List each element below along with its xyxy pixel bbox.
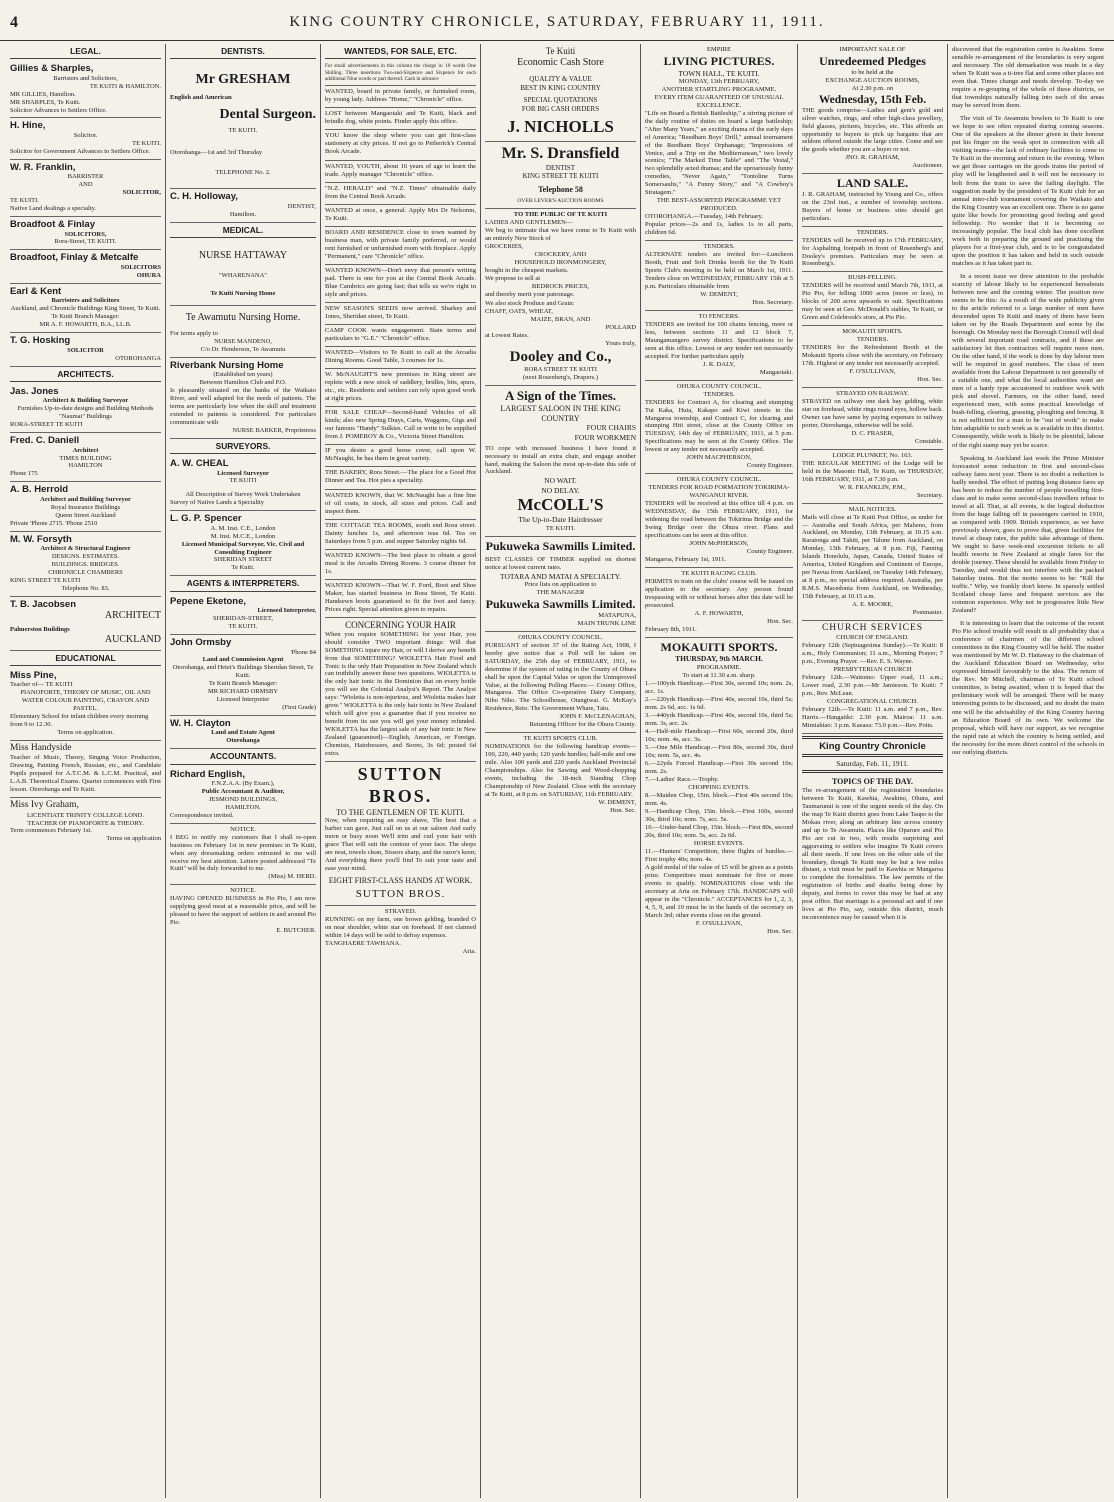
topics-of-the-day: TOPICS OF THE DAY. The re-arrangement of the registration boundaries between Te Kuiti, Kawhia, Awakino, Ohura, and Taumarunui is one of the urgent needs of the day. On the map Te Kuiti district goes from Lake Taupo to the Mokau river, along an arbitrary line across country and up to Te Awamutu. Places like Oparure and Pio Pio are cut in two, with results surprising and aggravating to settlers who imagine Te Kuiti covers all their needs. If one lives on the other side of the boundary, though Te Kuiti may be but a few miles distant, a visit must be paid to Kawhia or Mangaroa to complete the formalities. The law permits of the registration of births and deaths being done by deputy, and forms to cover this may be had at any post office. But marriage is a personal act and if one lives at Pio Pio, say, outside this district, much inconvenience may be caused when it is <box>802 777 943 921</box>
notice-butcher: NOTICE. HAVING OPENED BUSINESS in Pio Pio, I am now supplying good meat at a reasonable price, and will be pleased to have the support of settlers in and around Pio Pio. E. BUTCHER. <box>170 887 316 935</box>
notice-refreshment-booth: MOKAUITI SPORTS. TENDERS. TENDERS for the Refreshment Booth at the Mokauiti Sports close with the secretary, on February 17th. Highest or any tender not necessarily accepted. F. O'SULLIVAN, Hon. Sec. <box>802 326 943 388</box>
section-header-accountants: ACCOUNTANTS. <box>170 749 316 764</box>
classified-ad: BOARD AND RESIDENCE close to town wanted by business man, with private family preferred, or would rent furnished or unfurnished room with fireplace. Apply "Permanent," care "Chronicle" office. <box>325 227 476 265</box>
ad-living-pictures: EMPIRE LIVING PICTURES. TOWN HALL, TE KUITI. MONDAY, 13th FEBRUARY, ANOTHER STARTLING PROGRAMME. EVERY ITEM GUARANTEED OF UNUSUAL EXCELLENCE. "Life on Board a British Battleship," a stirring picture of the daily routine of duties on board a large battleship; "After Many Years," an exciting drama of the early days of America; "Reedham Boys' Drill," annual tournament of the Reedham Boys' Orphanage; "Impressions of Venice, and a Trip on the Mediterranean," two lovely scenics; "The Marked Time Table" and "The Vestal," two splendidly acted dramas; and the uproariously funny comedies, "Never Again," "Tontoline Turns Somersaults," "A Funny Story," and "A Cowboy's Stratagem." THE BEST-ASSORTED PROGRAMME YET PRODUCED. OTOROHANGA.—Tuesday, 14th February. Popular prices—2s and 1s, ladies 1s to all parts, children 6d. <box>645 44 793 241</box>
ad-economic-cash-store: Te Kuiti Economic Cash Store QUALITY & VALUE BEST IN KING COUNTRY SPECIAL QUOTATIONS FOR BIG CASH ORDERS J. NICHOLLS <box>485 44 636 142</box>
classified-ad: WANTED, board in private family, or furnished room, by young lady. Address "Home," "Chronicle" office. <box>325 86 476 108</box>
programme-item: 1.—100yds Handicap.—First 30s, second 10s; nom. 2s, acc. 1s. <box>645 679 793 695</box>
section-header-surveyors: SURVEYORS. <box>170 439 316 454</box>
ad-pukuweka-sawmills: Pukuweka Sawmills Limited. BEST CLASSES OF TIMBER supplied on shortest notice at lowest current rates. TOTARA AND MATAI A SPECIALTY. Price lists on application to THE MANAGER Pukuweka Sawmills Limited. MATAPUNA, MAIN TRUNK LINE <box>485 537 636 632</box>
programme-item: 2.—220yds Handicap.—First 40s, second 10s, third 5s; nom. 2s 6d, acc. 1s 6d. <box>645 695 793 711</box>
ad-land-sale: LAND SALE. J. R. GRAHAM, instructed by Young and Co., offers on the 23rd inst., a number of township sections. Buyers of home or business sites should get particulars. <box>802 174 943 226</box>
section-header-medical: MEDICAL. <box>170 223 316 238</box>
masthead <box>0 0 1114 41</box>
ad-jacobsen: T. B. Jacobsen ARCHITECT Palmerston Buildings AUCKLAND <box>10 597 161 651</box>
ad-te-awamutu-nursing: Te Awamutu Nursing Home. For terms apply to NURSE MANDENO, C/o Dr. Henderson, Te Awamutu <box>170 306 316 358</box>
ad-gresham: Mr GRESHAM English and American Dental Surgeon. TE KUITI. Otorohanga—1st and 3rd Thursday TELEPHONE No. 2. <box>170 61 316 189</box>
editorial-paragraph-1: discovered that the registration centre is Awakino. Some sensible re-arrangement of the boundaries is very urgent and necessary. The old demarkation was made in a day when Te Kuiti was a ti-tree flat and some other places not even that. Times change and needs develop. To-day we require a re-grouping of the whole of these districts, so that townships naturally falling into each of the areas may be served from them. <box>952 46 1104 110</box>
ad-strayed-brown-gelding: STRAYED. RUNNING on my farm, one brown gelding, branded O on near shoulder, white star on forehead. If not claimed within 14 days will be sold to defray expenses. TANGHAERE TAWHANA. Aria. <box>325 907 476 955</box>
ad-cheal: A. W. CHEAL Licensed Surveyor TE KUITI All Description of Survey Work Undertaken Survey of Native Lands a Speciality <box>170 456 316 511</box>
programme-item: 4.—Half-mile Handicap.—First 60s, second 20s, third 10s; nom. 4s, acc. 3s. <box>645 727 793 743</box>
ad-wioletta: CONCERNING YOUR HAIR When you require SOMETHING for your Hair, you should consider TWO important things: Will that SOMETHING injure my Hair, or will I derive any benefit from that SOMETHING? WIOLETTA Hair Food and Tonic is the only Hair Preparation in New Zealand which can truthfully answer these two questions. WIOLETTA is the only hair tonic in the Dominion that on every bottle you will see the Colonial Analyst's Report. The Analyst says: "Wioletta is non-injurious, and Wioletta makes hair grow." WIOLETTA is the only hair tonic in New Zealand which will give you a guarantee that if you receive no benefit from its use you will get your money refunded. WIOLETTA has the largest sale of any hair tonic in New Zealand (guaranteed)—English, American, or Foreign. Chemists, Hairdressers, and Stores, 3s 6d; posted 6d extra. <box>325 618 476 762</box>
ad-miss-graham: Miss Ivy Graham, LICENTIATE TRINITY COLLEGE LOND. TEACHER OF PIANOFORTE & THEORY. Term commences February 1st. Terms on application <box>10 800 161 843</box>
classified-ad: WANTED at once, a general. Apply Mrs Dr Nelsonm, Te Kuiti. <box>325 205 476 227</box>
ad-jones: Jas. Jones Architect & Building Surveyor Furnishes Up-to-date designs and Building Methods "Naumai" Buildings RORA-STREET TE KUITI <box>10 384 161 433</box>
programme-item: 5.—One Mile Handicap.—First 80s, second 30s, third 10s; nom. 5s, acc. 4s. <box>645 743 793 759</box>
ad-nurse-hattaway: NURSE HATTAWAY "WHARENANA" Te Kuiti Nursing Home <box>170 240 316 306</box>
classified-ad: W. McNAUGHT'S new premises in King street are replete with a new stock of saddlery, bridles, bits, spurs, etc., etc. Residents and settlers can rely upon good work at right prices. <box>325 369 476 407</box>
mokauiti-programme <box>645 680 793 865</box>
notice-racing-club: TE KUITI RACING CLUB. PERMITS to train on the clubs' course will be issued on application to the secretary. Any person found trespassing with or without horses after this date will be prosecuted. A. F. HOWARTH, Hon. Sec. February 8th, 1911. <box>645 568 793 638</box>
classified-ad: IF you desire a good horse cover, call upon W. McNaught, he has them in great variety. <box>325 445 476 467</box>
notice-ohura-road: OHURA COUNTY COUNCIL. TENDERS FOR ROAD FORMATION TOKIRIMA-WANGANUI RIVER. TENDERS will be received at this office till 4 p.m. on WEDNESDAY, the 15th FEBRUARY, 1911, for widening the road between the Tokirima Bridge and the Swing Bridge over the Ohura river. Plans and specifications can be seen at this office. JOHN McPHERSON, County Engineer. Mangaroa, February 1st, 1911. <box>645 474 793 568</box>
classified-ad: LOST between Mangaotaki and Te Kuiti, black and brindle dog, white points. Finder apply this office. <box>325 108 476 130</box>
ad-clayton: W. H. Clayton Land and Estate Agent Otorohanga <box>170 716 316 749</box>
column-dentists <box>166 44 321 1498</box>
editorial-paragraph-4: Speaking in Auckland last week the Prime Minister forecasted some reduction in first and second-class railway fares next year. There is no doubt a reduction is badly needed. The effect of putting long distance fares up has been to reduce the number of people travelling first-class and to make some second-class travellers refuse to travel at all. That, at all events, is the logical deduction from the huge falling off in passengers carried in 1910, as compared with 1909. British experience, as we have previously shown, goes to prove that, given facilities for travel at cheap rates, the public take advantage of them. We ought to have week-end excursion tickets to all health resorts in New Zealand at single fares for the double journey. These should be available from Friday to Tuesday, and would thus not interfere with the packed Saturday trains. But the motto seems to be: "Kill the traffic." Why, we frankly don't know. In sparsely settled Scotland cheap fares and frequent services are the common experience. Why not in progressive little New Zealand? <box>952 454 1104 615</box>
ad-sutton-bros: SUTTON BROS. TO THE GENTLEMEN OF TE KUITI. Now, when requiring an easy shave, The best that a barber can gave, Just call on us at our saloon And early morn or busy noon We'll trim and curl your hair with grace That will suit the contour of your face. The shops are neat, towels clean, Sissors sharp, and the razor's keen; And everything there you'll find To suit your taste and ease your mind. EIGHT FIRST-CLASS HANDS AT WORK. SUTTON BROS. <box>325 762 476 906</box>
editorial-paragraph-5: It is interesting to learn that the outcome of the recent Pio Pio school trouble will result in all probability that a conference of chairmen of the different school committees in the King Country will be held. The matter was mentioned by Mr W. D. Hattaway to the chairman of the Auckland Education Board on Wednesday, who expressed himself favourably to the idea. The return of the Rev. Mr Mitchell, chairman of Te Kuiti school committee, is being awaited, when it is hoped that the preliminary work will be arranged. There will be many interesting points to be discussed, and no doubt the main one will be the advisability of the King Country having an Education Board of its own. We welcome the proposal, which will have our support, as we recognise the rapid rate at which the country is being settled, and the necessity for the more direct control of the schools in our outlying districts. <box>952 620 1104 756</box>
programme-item: 9.—Handicap Chop, 15in. block.—First 160s, second 30s, third 10s; nom. 7s, acc. 5s. <box>645 808 793 824</box>
notice-strayed-railway: STRAYED ON RAILWAY. STRAYED on railway one dark bay gelding, white star on forehead, white rings round eyes, hollow back. Owner can have same by paying expenses to railway porter, Otorohanga, otherwise will be sold. D. C. FRASER, Constable. <box>802 388 943 450</box>
notice-te-kuiti-sports: TE KUITI SPORTS CLUB. NOMINATIONS for the following handicap events— 100, 220, 440 yards; 120 yards hurdles; half-mile and one mile. Also 100 yards and 220 yards Auckland Provincial Championships. Also for Sawing and Wood-chopping events, including the 18-inch Standing Chop Championship of New Zealand. Close with the secretary at Te Kuiti, at 8 p.m. on SATURDAY, 11th FEBRUARY. W. DEMENT, Hon. Sec. <box>485 735 636 814</box>
programme-item: HORSE EVENTS. <box>693 840 745 848</box>
column-stores <box>481 44 641 1498</box>
ad-spencer: L. G. P. Spencer A. M. Inst. C.E., London M. Inst. M.C.E., London Licensed Municipal Surveyor, Vic. Civil and Consulting Engineer SHERIDAN STREET Te Kuiti. <box>170 511 316 576</box>
ad-eketone: Pepene Eketone, Licensed Interpreter, SHERIDAN-STREET, TE KUITI. <box>170 594 316 635</box>
ad-english: Richard English, F.N.Z.A.A. (By Exam.), Public Accountant & Auditor, JESMOND BUILDINGS, HAMILTON. Correspondence invited. <box>170 767 316 824</box>
programme-item: 11.—Hunters' Competition, three flights of hurdles.—First trophy 40s; nom. 4s. <box>645 848 793 864</box>
classified-ad: NEW SEASON'S SEEDS now arrived. Sharkey and Jones, Sheridan street, Te Kuiti. <box>325 303 476 325</box>
classified-ad: WANTED KNOWN, that W. McNaught has a fine line of oil coats, in stock, all sizes and prices. Call and inspect them. <box>325 490 476 520</box>
newspaper-title: KING COUNTRY CHRONICLE, SATURDAY, FEBRUARY 11, 1911. <box>289 14 825 30</box>
ad-herrold: A. B. Herrold Architect and Building Surveyor Royal Insurance Buildings Queen Street Auckland Private 'Phone 2715. 'Phone 2510 <box>10 482 161 531</box>
ad-gillies-sharples: Gillies & Sharples, Barristers and Solicitors, TE KUITI & HAMILTON. MR GILLIES, Hamilton. MR SHARPLES, Te Kuiti. Solicitor Advances to Settlers Office. <box>10 61 161 118</box>
church-services: CHURCH SERVICES CHURCH OF ENGLAND. February 12th (Septuagesima Sunday).—Te Kuiti: 8 a.m., Holy Communion; 11 a.m., Morning Prayer; 7 p.m., Evening Prayer. —Rev. E. S. Wayne. PRESBYTERIAN CHURCH February 12th.—Waitomo: Upper road, 11 a.m.; Lower road, 2.30 p.m.—Mr Jamieson. Te Kuiti: 7 p.m., Rev. McLean. CONGREGATIONAL CHURCH. February 12th.—Te Kuiti: 11 a.m. and 7 p.m., Rev. Harris.—Hangatiki: 2.30 p.m. Mairoa: 11 a.m. Mimiahiao: 3 p.m. Kaeaea: 73.0 p.m.—Rev. Potts. <box>802 621 943 734</box>
column-pictures <box>641 44 798 1498</box>
ad-miss-pine: Miss Pine, Teacher of— TE KUITI PIANOFORTE, THEORY OF MUSIC, OIL AND WATER COLOUR PAINTING, CRAYON AND PASTEL. Elementary School for infant children every morning from 9 to 12.30. Terms on application. <box>10 668 161 741</box>
notice-ohura-poll: OHURA COUNTY COUNCIL. PURSUANT of section 37 of the Rating Act, 1908, I hereby give notice that a Poll will be taken on SATURDAY, the 25th day of FEBRUARY, 1911, to determine if the system of rating in the County of Ohura shall be upon the Capital Value or upon the Unimproved Value, at the following Polling Places:— County Office, Mangaroa. The Office Co-operative Dairy Company, Niho Niho. The Schoolhouse, Otangiwai. G. McKay's Residence, Reto. The Government Whare, Tatu. JOHN F. McCLENAGHAN, Returning Officer for the Ohura County. <box>485 632 636 733</box>
classified-ad: WANTED KNOWN—That W. F. Ford, Boot and Shoe Maker, has started business in Rora Street, Te Kuiti. Handsewn boots guaranteed to fit the foot and fancy. Prices right. Special attention given to repairs. <box>325 580 476 618</box>
ad-franklin: W. R. Franklin, BARRISTER AND SOLICITOR, TE KUITI. Native Land dealings a specialty. <box>10 160 161 217</box>
column-editorial <box>948 44 1108 1498</box>
notice-asphalting-tenders: TENDERS. TENDERS will be received up to 17th FEBRUARY, for Asphalting footpath in front of Rosenberg's and Dooley's premises. Particulars may be seen at Rosenberg's. <box>802 227 943 273</box>
notice-tenders-luncheon: TENDERS. ALTERNATE tenders are invited for:—Luncheon Booth, Fruit and Soft Drinks booth for the Te Kuiti Sports Club's meeting to be held on March 1st, 1911. Tenders close on WEDNESDAY, FEBRUARY 15th at 5 p.m. Particulars obtainable from W. DEMENT, Hon. Secretary. <box>645 241 793 311</box>
classified-ad: THE BAKERY, Rora Street.—The place for a Good Hot Dinner and Tea. Hot pies a speciality. <box>325 467 476 489</box>
wanteds-rates: For small advertisements in this column the charge is: 18 words One Shilling. Three insertions Two-and-Sixpence and Sixpence for each additional Nine words or part thereof. Cash in advance <box>325 61 476 86</box>
ad-hosking: T. G. Hosking SOLICITOR OTOROHANGA <box>10 333 161 366</box>
classified-ad: WANTED—Visitors to Te Kuiti to call at the Arcadia Dining Rooms. Good Table, 3 courses for 1s. <box>325 347 476 369</box>
ad-holloway: C. H. Holloway, DENTIST, Hamilton. <box>170 189 316 222</box>
section-header-wanteds: WANTEDS, FOR SALE, ETC. <box>325 44 476 59</box>
ad-forsyth: M. W. Forsyth Architect & Structural Engineer DESIGNS. ESTIMATES. BUILDINGS. BRIDGES. CHRONICLE CHAMBERS KING STREET TE KUITI Telephone No. 83. <box>10 532 161 597</box>
classified-ad: THE COTTAGE TEA ROOMS, south end Rora street. Dainty lunches 1s, and afternoon teas 6d. Tea on Saturdays from 5 p.m. and supper Saturday nights 6d. <box>325 520 476 550</box>
ad-dooley: TO THE PUBLIC OF TE KUITI LADIES AND GENTLEMEN— We beg to intimate that we have come to Te Kuiti with an entirely New Stock of GROCERIES, CROCKERY, AND HOUSEHOLD IRONMONGERY, bought in the cheapest markets. We propose to sell at BEDROCK PRICES, and thereby merit your patronage. We also stock Produce and Grain: CHAFF, OATS, WHEAT, MAIZE, BRAN, AND POLLARD at Lowest Rates. Yours truly, Dooley and Co., RORA STREET TE KUITI (next Rosenberg's, Drapers.) <box>485 209 636 386</box>
notice-mail: MAIL NOTICES. Mails will close at Te Kuiti Post Office, as under for— Australia and South Africa, per Maheno, from Auckland, on Monday, 13th February, at 10.15 a.m. Raratonga and Tahiti, per Talune from Auckland, on Monday, 13th February, at 8 p.m. Fiji, Fanning Islands Honolulu, Japan, Canada, United States of America, United Kingdom and Continent of Europe, per Navua from Auckland, on Tuesday 14th February, at 8 p.m., no special address required. Australia, per R.M.S. Macedonia from Auckland, on Wednesday, 15th February, at 10.15 a.m. A. E. MOORE, Postmaster. <box>802 504 943 621</box>
ad-mokauiti-sports: MOKAUITI SPORTS. THURSDAY, 9th MARCH. PROGRAMME. To start at 11.30 a.m. sharp. 1.—100yds Handicap.—First 30s, second 10s; nom. 2s, acc. 1s. 2.—220yds Handicap.—First 40s, second 10s, third 5s; nom. 2s 6d, acc. 1s 6d. 3.—440yds Handicap.—First 40s, second 10s, third 5s; nom. 3s, acc. 2s. 4.—Half-mile Handicap.—First 60s, second 20s, third 10s; nom. 4s, acc. 3s. 5.—One Mile Handicap.—First 80s, second 30s, third 10s; nom. 5s, acc. 4s. 6.—22yds Forced Handicap.—First 30s second 10s; nom. 2s. 7.—Ladies' Race.—Trophy. CHOPPING EVENTS. 8.—Maiden Chop, 15in. block.—First 40s second 10s; nom. 4s. 9.—Handicap Chop, 15in. block.—First 160s, second 30s, third 10s; nom. 7s, acc. 5s. 10.—Under-hand Chop, 15in. block.—First 80s, second 20s, third 10s; nom. 5s, acc. 2s 6d. HORSE EVENTS. 11.—Hunters' Competition, three flights of hurdles.—First trophy 40s; nom. 4s. A gold medal of the value of £5 will be given as a points prize. Competitors must nominate for five or more events to qualify. NOMINATIONS close with the secretary at Aria on February 17th. HANDICAPS will appear in the "Chronicle." ACCEPTANCES for 1, 2, 3, 4, 5, 9, and 10 must be in the hands of the secretary on March 3rd; other events close on the ground. F. O'SULLIVAN, Hon. Sec. <box>645 639 793 935</box>
section-header-legal: LEGAL. <box>10 44 161 59</box>
ad-hine: H. Hine, Solicitor. TE KUITI. Solicitor for Government Advances to Settlers Office. <box>10 118 161 159</box>
ad-dransfield: Mr. S. Dransfield DENTIST KING STREET TE KUITI Telephone 58 OVER LEVER'S AUCTION ROOMS <box>485 142 636 209</box>
ad-mccolls: A Sign of the Times. LARGEST SALOON IN THE KING COUNTRY FOUR CHAIRS FOUR WORKMEN TO cope with increased business I have found it necessary to install an extra chair, and engage another hand, making the Saloon the most up-to-date this side of Auckland. NO WAIT. NO DELAY. McCOLL'S The Up-to-Date Hairdresser TE KUITI. <box>485 386 636 537</box>
notice-lodge-plunket: LODGE PLUNKET, No. 163. THE REGULAR MEETING of the Lodge will be held in the Masonic Hall, Te Kuiti, on THURSDAY, 16th FEBRUARY, 1911, at 7.30 p.m. W. R. FRANKLIN, P.M., Secretary. <box>802 450 943 504</box>
classified-ad: FOR SALE CHEAP—Second-hand Vehicles of all kinds; also new Spring Drays, Carts, Waggons, Gigs and our famous "Handy" Sulkies. Call or write to be supplied from J. POMEROY & Co., Victoria Street Hamilton. <box>325 407 476 445</box>
editorial-masthead: King Country Chronicle <box>819 740 926 752</box>
page-columns <box>6 44 1108 1498</box>
column-notices <box>798 44 948 1498</box>
programme-item: 3.—440yds Handicap.—First 40s, second 10s, third 5s; nom. 3s, acc. 2s. <box>645 711 793 727</box>
ad-daniell: Fred. C. Daniell Architect TIMES BUILDING HAMILTON Phone 175 <box>10 433 161 482</box>
programme-item: 10.—Under-hand Chop, 15in. block.—First 80s, second 20s, third 10s; nom. 5s, acc. 2s 6d. <box>645 824 793 840</box>
classified-ad: CAMP COOK wants engagement. State terms and particulars to "G.E." "Chronicle" office. <box>325 325 476 347</box>
section-header-architects: ARCHITECTS. <box>10 367 161 382</box>
classified-ad: WANTED, YOUTH, about 16 years of age to learn the trade. Apply manager "Chronicle" office. <box>325 161 476 183</box>
wanteds-list <box>325 86 476 618</box>
notice-bush-felling: BUSH-FELLING. TENDERS will be received until March 7th, 1911, at Pio Pio, for felling 1000 acres (more or less), in blocks of 200 acres upwards to suit. Specifications may be seen at Geo. McDonald's stables, Te Kuiti, or Green and Colebrook's store, at Pio Pio. <box>802 272 943 326</box>
notice-fencers: TO FENCERS. TENDERS are invited for 100 chains fencing, more or less, between sections 11 and 12 block 7, Maungamangero survey district. Specifications to be seen at this office. Lowest or any tender not necessarily accepted. For further particulars apply J. R. DALY, Mangaotaki. <box>645 311 793 381</box>
programme-item: 6.—22yds Forced Handicap.—First 30s second 10s; nom. 2s. <box>645 759 793 775</box>
ad-broadfoot-finlay: Broadfoot & Finlay SOLICITORS, Rora-Street, TE KUITI. <box>10 217 161 250</box>
section-header-educational: EDUCATIONAL <box>10 651 161 666</box>
ad-riverbank-nursing: Riverbank Nursing Home (Established ten years) Between Hamilton Club and P.O. Is pleasantly situated on the banks of the Waikato River, and well adapted for the needs of patients. The terms are particularly low when the skill and treatment extended to patients is considered. For particulars communicate with NURSE BARKER, Proprietress <box>170 358 316 439</box>
section-header-dentists: DENTISTS. <box>170 44 316 59</box>
programme-item: CHOPPING EVENTS. <box>688 784 750 792</box>
classified-ad: YOU know the shop where you can get first-class stationery at city prices. If not go to Petherick's Central Book Arcade. <box>325 130 476 160</box>
section-header-agents: AGENTS & INTERPRETERS. <box>170 576 316 591</box>
editorial-paragraph-3: In a recent issue we drew attention to the probable scarcity of labour likely to be experienced hereabouts between now and the coming winter. The position now seems to be this: As a result of the wide publicity given to the article referred to a large number of men have descended upon Te Kuiti and many of them have been taken on by the Roads Department and some by the borough. On Monday next the Borough Council will deal with several important road contracts, and if these are satisfactory let then contractors will require more men. On the other hand, if the work is done by day labour men will be required in good numbers. The class of men available from the Labour Department is not generally of a suitable one, and what the local authorities want are men of a hardy type accustomed to outdoor work with pick and shovel. Farmers, on the other hand, need experienced men, with some practical knowledge of bush-felling, clearing, grassing, ploughing and fencing. It is not sufficient for a man to be "out of work" to make him adaptable to such work as is available in this district. Consequently, while work is likely to be plentiful, labour of the right stamp may yet be scarce. <box>952 272 1104 449</box>
classified-ad: WANTED KNOWN—The best place to obtain a good meal is the Arcadis Dining Rooms. 3 course dinner for 1s. <box>325 550 476 580</box>
column-wanteds <box>321 44 481 1498</box>
programme-item: 8.—Maiden Chop, 15in. block.—First 40s second 10s; nom. 4s. <box>645 792 793 808</box>
editorial-date: Saturday, Feb. 11, 1911. <box>836 759 909 769</box>
classified-ad: WANTED KNOWN—Don't envy that person's writing pad. There is one for you at the Central Book Arcade. Blue Cambrics are going fast; that tells us we're right in style and prices. <box>325 265 476 303</box>
notice-ohura-tenders: OHURA COUNTY COUNCIL. TENDERS. TENDERS for Contract A, for clearing and stumping Tui Kaka, Huia, Kakapo and Kiwi streets in the Mangaroa township, and Contract C, for clearing and stumping Hiti street, close at the County Office on TUESDAY, 14th day of FEBRUARY, 1911, at 5 p.m. Specifications may be seen at the County Office. The lowest or any tender not necessarily accepted. JOHN MACPHERSON, County Engineer. <box>645 381 793 475</box>
editorial-paragraph-2: The visit of Te Awamutu bowlers to Te Kuiti is one we hope to see often repeated during coming seasons. One of the speakers at the dinner given in their honour put his finger on the weak spot in connection with all visiting teams—the lack of ordinary facilities to come to Te Kuiti in the morning and return in the evening. When we get those carriages on the goods trains the period of play will be lengthened and it will not be necessary to bolt from the train to save the failing daylight. The suggestion made by the president of Te Kuiti club for an annual inter-club tournament covering the Waikato and the King Country was an excellent one. There is no game quite like bowls for promoting good feeling and good fellowship. No wonder that it is becoming so increasingly popular. The local club has done excellent work both in preparing the ground and practising the players for a first-year club, and is to be congratulated upon the position it has taken and held in such outside matches as it has taken part in. <box>952 115 1104 267</box>
ad-ormsby: John Ormsby 'Phone 84 Land and Commission Agent Otorohanga, and Hetet's Buildings Sheridan Street, Te Kuiti. Te Kuiti Branch Manager: MR RICHARD ORMSBY Licensed Interpreter (First Grade) <box>170 635 316 716</box>
notice-herd: NOTICE. I BEG to notify my customers that I shall re-open business on February 1st in new premises in Te Kuiti, when any dressmaking orders entrusted to me will receive my best attention. Letters posted addressed "Te Kuiti" will be duly forwarded to me. (Miss) M. HERD. <box>170 824 316 886</box>
ad-earl-kent: Earl & Kent Barristers and Solicitors Auckland, and Chronicle Buildings King Street, Te Kuiti. Te Kuiti Branch Manager: MR A. F. HOWARTH, B.A., LL.B. <box>10 284 161 333</box>
ad-unredeemed-pledges: IMPORTANT SALE OF Unredeemed Pledges to be held at the EXCHANGE AUCTION ROOMS, At 2.30 p.m. on Wednesday, 15th Feb. THE goods comprise—Ladies and gent's gold and silver watches, rings, and other high-class jewellery, field glasses, pictures, bicycles, etc. This affords an opportunity to buyers to pick up bargains that are seldom offered outside the large cities. Come and see the goods whether you are a buyer or not. JNO. R. GRAHAM, Auctioneer. <box>802 44 943 174</box>
column-legal <box>6 44 166 1498</box>
programme-item: 7.—Ladies' Race.—Trophy. <box>645 776 719 784</box>
page-number: 4 <box>10 14 18 31</box>
classified-ad: "N.Z. HERALD" and "N.Z. Times" obtainable daily from the Central Book Arcade. <box>325 183 476 205</box>
ad-miss-handyside: Miss Handyside Teacher of Music, Theory, Singing Voice Production, Drawing, Painting French, Russian, etc., and Candidate Pupils prepared for A.T.C.M. & L.C.M. Practical, and L.A.B. Theoretical Exams. Quarter commences with First lesson. Otorohanga and Te Kuiti. <box>10 741 161 798</box>
ad-broadfoot-metcalfe: Broadfoot, Finlay & Metcalfe SOLICITORS OHURA <box>10 250 161 283</box>
